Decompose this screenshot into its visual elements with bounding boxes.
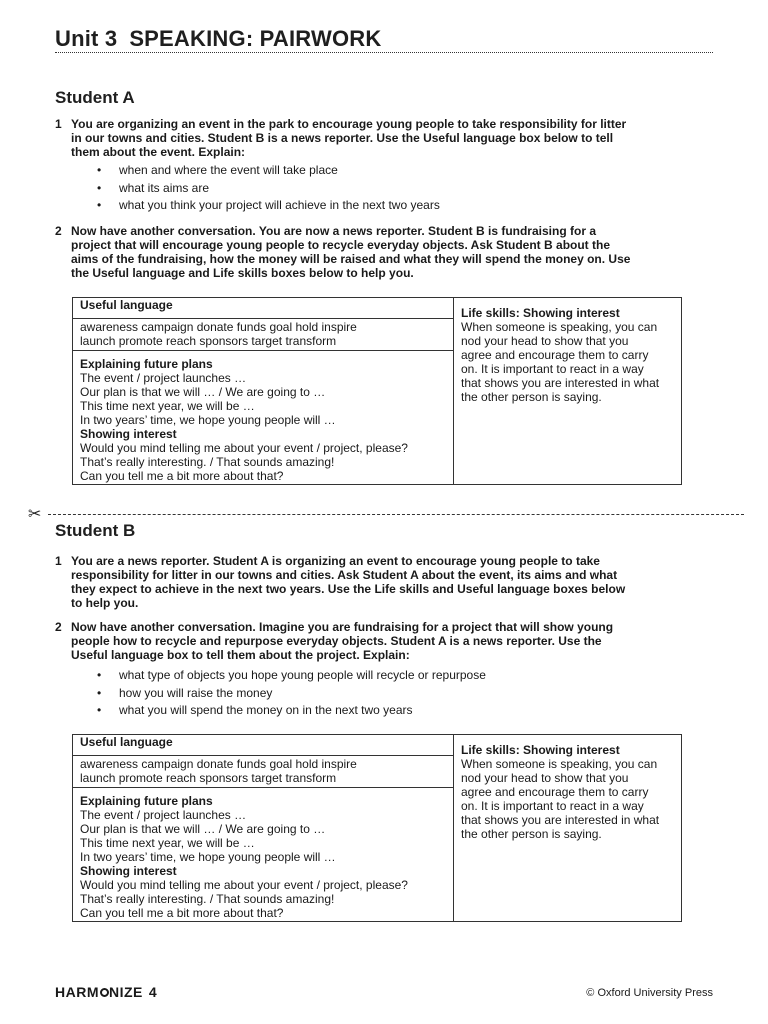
student-b-language-box [72,734,682,922]
scissors-icon: ✂ [28,506,42,523]
brand-logo [55,984,157,1000]
life-skills-panel [454,735,681,921]
cut-line [28,508,744,522]
task-line: You are organizing an event in the park to encourage young people to take responsibility for litter [71,117,627,131]
list-item [97,197,657,215]
phrase-line: The event / project launches … [80,808,247,822]
page-title [55,26,381,52]
task-number: 2 [55,620,62,634]
task-number: 1 [55,554,62,568]
unit-label: Unit 3 [55,26,118,51]
interest-heading: Showing interest [80,427,177,441]
student-b-bullet-list [97,667,657,720]
student-a-heading: Student A [55,88,135,107]
list-item [97,162,657,180]
phrase-line: This time next year, we will be … [80,399,255,413]
task-line: them about the event. Explain: [71,145,246,159]
life-skills-line: on. It is important to react in a way [461,799,644,813]
phrases-section [73,351,453,483]
task-line: they expect to achieve in the next two years. Use the Life skills and Useful language boxes below [71,582,626,596]
unit-title-text: SPEAKING: PAIRWORK [129,26,382,51]
list-item [97,685,657,703]
task-line: aims of the fundraising, how the money will be raised and what they will spend the money on. Use [71,252,631,266]
bullet-dot-icon: • [97,180,102,195]
title-divider [55,52,713,53]
vocabulary-words [73,756,453,788]
student-a-task-1 [55,117,695,159]
student-b-task-1 [55,554,695,610]
life-skills-line: on. It is important to react in a way [461,362,644,376]
useful-language-heading: Useful language [73,298,453,319]
vocabulary-line: launch promote reach sponsors target transform [80,771,337,785]
student-b-heading: Student B [55,521,136,540]
life-skills-heading: Life skills: Showing interest [461,306,620,320]
level-number: 4 [148,984,158,1000]
task-line: Now have another conversation. Imagine you are fundraising for a project that will show young [71,620,614,634]
phrase-line: Would you mind telling me about your event / project, please? [80,878,408,892]
life-skills-line: agree and encourage them to carry [461,785,649,799]
vocabulary-line: awareness campaign donate funds goal hold inspire [80,757,357,771]
student-a-task-2 [55,224,695,280]
list-item-text: what you will spend the money on in the next two years [119,703,413,717]
useful-language-heading: Useful language [73,735,453,756]
list-item-text: what its aims are [119,180,210,195]
phrase-line: That’s really interesting. / That sounds amazing! [80,892,335,906]
task-line: people how to recycle and repurpose everyday objects. Student A is a news reporter. Use the [71,634,602,648]
life-skills-line: the other person is saying. [461,827,602,841]
phrase-line: Can you tell me a bit more about that? [80,469,284,483]
list-item [97,702,657,720]
brand-text: NIZE [109,984,143,1000]
plans-heading: Explaining future plans [80,794,213,808]
phrases-section [73,788,453,920]
task-line: the Useful language and Life skills boxes below to help you. [71,266,414,280]
vocabulary-line: launch promote reach sponsors target transform [80,334,337,348]
phrase-line: That’s really interesting. / That sounds amazing! [80,455,335,469]
list-item-text: how you will raise the money [119,685,273,700]
task-line: in our towns and cities. Student B is a news reporter. Use the Useful language box below to tell [71,131,614,145]
task-line: responsibility for litter in our towns and cities. Ask Student A about the event, its aims and what [71,568,618,582]
life-skills-line: nod your head to show that you [461,334,629,348]
phrase-line: Can you tell me a bit more about that? [80,906,284,920]
phrase-line: This time next year, we will be … [80,836,255,850]
list-item-text: what you think your project will achieve in the next two years [119,198,440,212]
phrase-line: The event / project launches … [80,371,247,385]
bullet-dot-icon: • [97,703,102,717]
student-a-bullet-list [97,162,657,215]
plans-heading: Explaining future plans [80,357,213,371]
bullet-dot-icon: • [97,668,102,682]
life-skills-line: nod your head to show that you [461,771,629,785]
phrase-line: Our plan is that we will … / We are going to … [80,385,326,399]
task-line: Now have another conversation. You are now a news reporter. Student B is fundraising for a [71,224,596,238]
life-skills-line: When someone is speaking, you can [461,757,658,771]
life-skills-line: the other person is saying. [461,390,602,404]
brand-text: HARM [55,984,99,1000]
life-skills-line: When someone is speaking, you can [461,320,658,334]
bullet-dot-icon: • [97,685,102,700]
phrase-line: In two years’ time, we hope young people will … [80,413,336,427]
life-skills-line: that shows you are interested in what [461,813,660,827]
dashed-divider [48,514,744,515]
interest-heading: Showing interest [80,864,177,878]
task-line: You are a news reporter. Student A is organizing an event to encourage young people to take [71,554,600,568]
student-b-task-2 [55,620,695,662]
life-skills-line: agree and encourage them to carry [461,348,649,362]
life-skills-panel [454,298,681,484]
copyright: © Oxford University Press [586,987,713,999]
vocabulary-line: awareness campaign donate funds goal hold inspire [80,320,357,334]
task-line: to help you. [71,596,139,610]
vocabulary-words [73,319,453,351]
list-item-text: what type of objects you hope young people will recycle or repurpose [119,668,486,682]
list-item-text: when and where the event will take place [119,163,338,177]
useful-language-panel [73,735,454,921]
bullet-dot-icon: • [97,198,102,212]
life-skills-heading: Life skills: Showing interest [461,743,620,757]
phrase-line: Our plan is that we will … / We are going to … [80,822,326,836]
student-a-language-box [72,297,682,485]
task-number: 1 [55,117,62,131]
list-item [97,667,657,685]
task-number: 2 [55,224,62,238]
brand-o-icon [100,988,109,997]
life-skills-line: that shows you are interested in what [461,376,660,390]
task-line: Useful language box to tell them about the project. Explain: [71,648,410,662]
bullet-dot-icon: • [97,163,102,177]
phrase-line: Would you mind telling me about your event / project, please? [80,441,408,455]
list-item [97,180,657,198]
phrase-line: In two years’ time, we hope young people will … [80,850,336,864]
task-line: project that will encourage young people to recycle everyday objects. Ask Student B about the [71,238,611,252]
useful-language-panel [73,298,454,484]
